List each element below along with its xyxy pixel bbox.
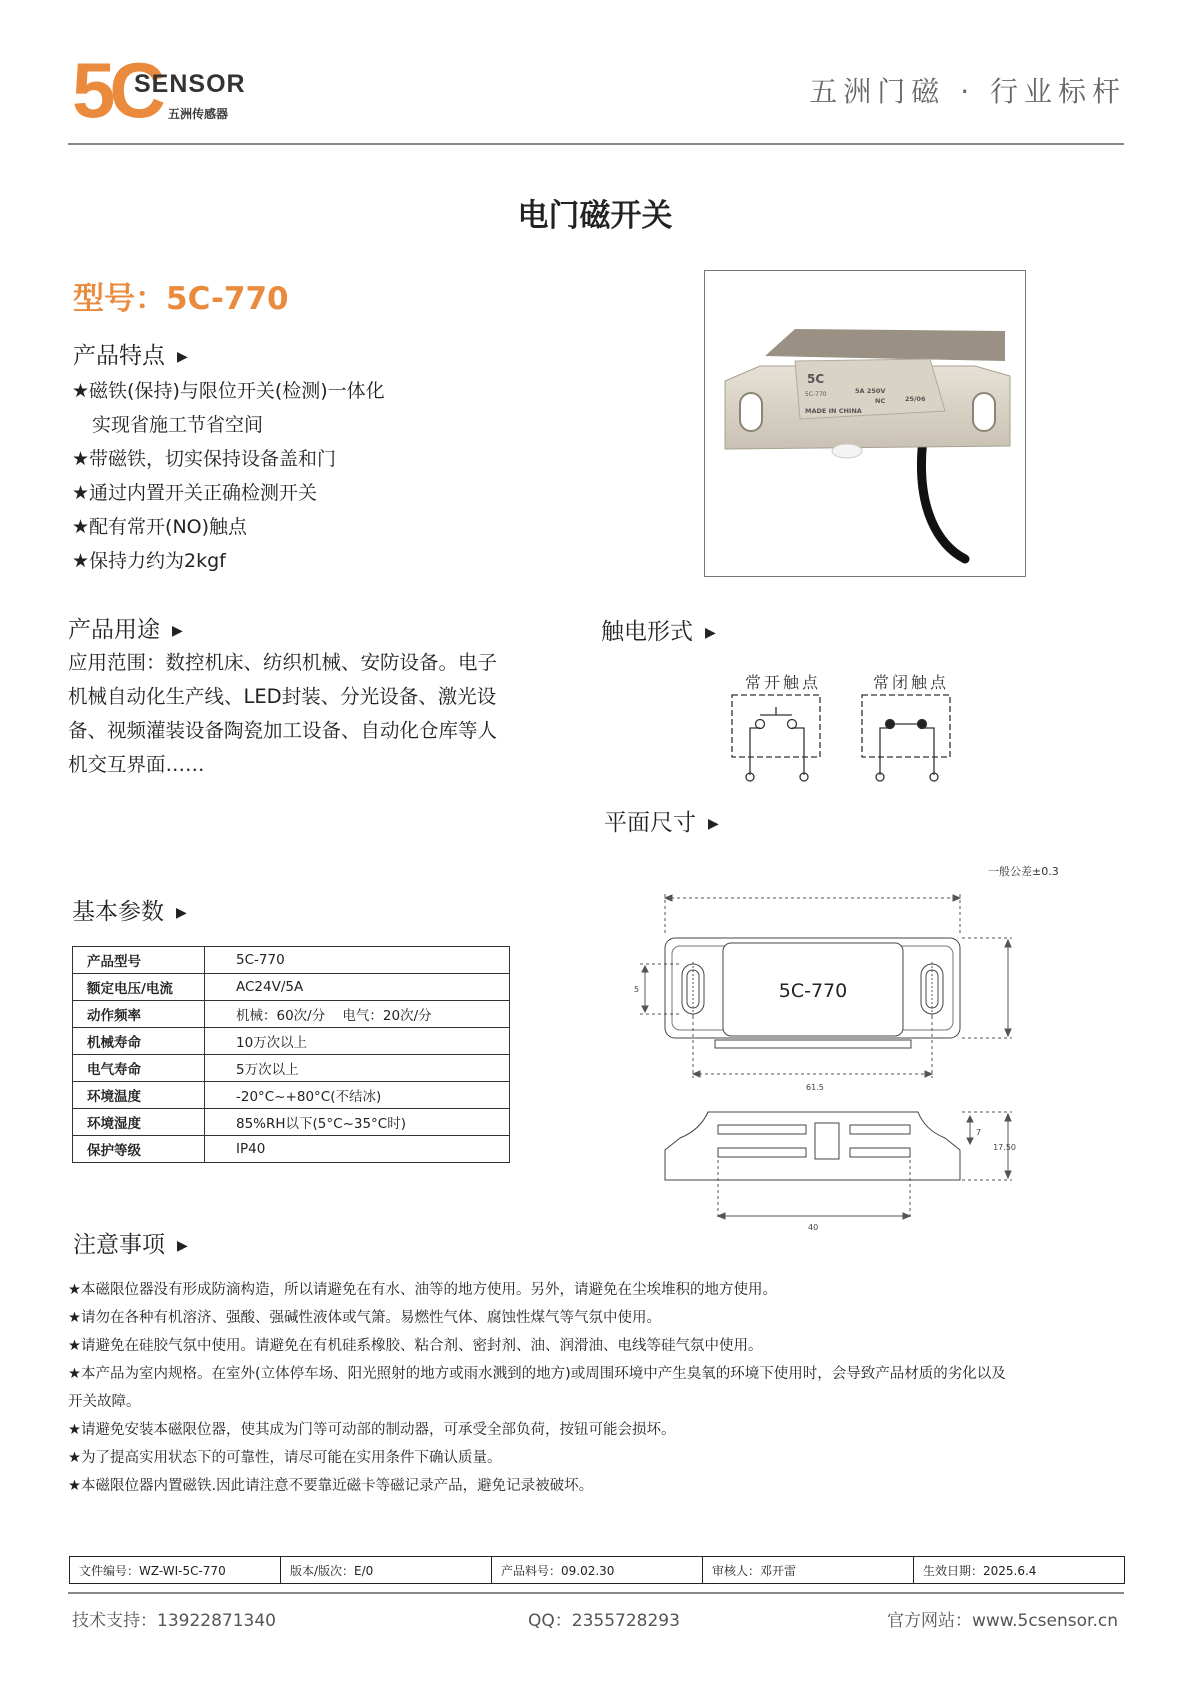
logo-mark: 5C — [72, 46, 160, 134]
feature-item: ★保持力约为2kgf — [72, 550, 226, 572]
params-heading — [72, 893, 187, 926]
product-photo — [704, 270, 1026, 577]
feature-item: ★配有常开(NO)触点 — [72, 516, 248, 538]
params-table — [72, 946, 510, 1163]
dim-label-7: 7 — [976, 1128, 982, 1137]
top-plate — [765, 329, 1005, 361]
cable — [921, 439, 965, 559]
document-info-table — [69, 1556, 1125, 1584]
product-photo-illustration — [705, 271, 1025, 576]
notes-heading — [73, 1226, 188, 1259]
param-key: 额定电压/电流 — [73, 974, 205, 1001]
note-item: ★请避免安装本磁限位器，使其成为门等可动部的制动器，可承受全部负荷，按钮可能会损坏。 — [68, 1422, 676, 1438]
param-value: AC24V/5A — [205, 974, 510, 1001]
drawing-model-text: 5C-770 — [778, 980, 848, 1002]
photo-rating: 5A 250V — [855, 387, 886, 395]
param-value: IP40 — [205, 1136, 510, 1163]
feature-item: ★通过内置开关正确检测开关 — [72, 482, 318, 504]
doc-number: 文件编号：WZ-WI-5C-770 — [70, 1557, 281, 1584]
arrowhead — [665, 895, 672, 901]
notes-heading-text: 注意事项 — [73, 1232, 165, 1258]
usage-text: 应用范围：数控机床、纺织机械、安防设备。电子机械自动化生产线、LED封装、分光设备、激光设备、视频灌装设备陶瓷加工设备、自动化仓库等人机交互界面…… — [68, 651, 498, 776]
param-value: 10万次以上 — [205, 1028, 510, 1055]
arrowhead — [1005, 1114, 1011, 1121]
param-key: 保护等级 — [73, 1136, 205, 1163]
triangle-right-icon: ▶ — [177, 348, 188, 365]
nc-contact-label: 常闭触点 — [873, 673, 950, 692]
photo-model: 5C-770 — [805, 391, 827, 398]
note-item: ★本磁限位器内置磁铁.因此请注意不要靠近磁卡等磁记录产品，避免记录被破坏。 — [68, 1478, 594, 1494]
arrowhead — [967, 1116, 973, 1122]
table-row — [73, 1001, 510, 1028]
base-plate — [715, 1040, 911, 1048]
table-row — [73, 1028, 510, 1055]
side-view-outline — [665, 1112, 960, 1180]
table-row — [73, 974, 510, 1001]
dim-label-17-50: 17.50 — [993, 1143, 1016, 1152]
photo-made-in: MADE IN CHINA — [805, 407, 862, 415]
nc-contact-symbol — [862, 695, 950, 781]
usage-heading-text: 产品用途 — [68, 617, 160, 643]
triangle-right-icon: ▶ — [705, 624, 716, 641]
side-slot — [718, 1125, 806, 1134]
note-item: ★本产品为室内规格。在室外(立体停车场、阳光照射的地方或雨水溅到的地方)或周围环境中产生臭氧的环境下使用时，会导致产品材质的劣化以及 — [68, 1366, 1006, 1382]
note-item: ★请勿在各种有机溶济、强酸、强碱性液体或气箫。易燃性气体、腐蚀性煤气等气氛中使用。 — [68, 1310, 661, 1326]
dimensions-heading — [604, 804, 719, 837]
side-slot — [718, 1148, 806, 1157]
param-key: 动作频率 — [73, 1001, 205, 1028]
no-lead-left — [750, 728, 760, 775]
qq-number: QQ：2355728293 — [528, 1611, 680, 1631]
side-slot — [850, 1125, 910, 1134]
mount-hole-left — [740, 393, 762, 431]
dim-label-40: 40 — [808, 1223, 819, 1232]
company-logo — [72, 46, 252, 134]
param-key: 环境温度 — [73, 1082, 205, 1109]
arrowhead — [642, 1006, 648, 1012]
no-terminal-right — [788, 720, 797, 729]
arrowhead — [1005, 1171, 1011, 1178]
no-contact-label: 常开触点 — [745, 673, 822, 692]
param-value: 5万次以上 — [205, 1055, 510, 1082]
side-window — [815, 1123, 839, 1159]
nc-contact-box — [862, 695, 950, 757]
photo-date: 25/06 — [905, 395, 926, 403]
website-link[interactable]: 官方网站：www.5csensor.cn — [886, 1611, 1118, 1631]
nc-terminal-left — [886, 720, 895, 729]
triangle-right-icon: ▶ — [172, 622, 183, 639]
dimension-drawing — [620, 880, 1020, 1240]
triangle-right-icon: ▶ — [708, 815, 719, 832]
features-heading-text: 产品特点 — [73, 343, 165, 369]
note-item: ★本磁限位器没有形成防滴构造，所以请避免在有水、油等的地方使用。另外，请避免在尘埃堆积的地方使用。 — [68, 1282, 777, 1298]
param-key: 机械寿命 — [73, 1028, 205, 1055]
photo-nc: NC — [875, 397, 886, 405]
logo-brand-text: SENSOR — [134, 70, 246, 98]
nc-lead-right — [922, 728, 934, 775]
usage-heading — [68, 611, 183, 644]
arrowhead — [718, 1213, 725, 1219]
note-item: 开关故障。 — [68, 1394, 141, 1410]
feature-item: ★带磁铁，切实保持设备盖和门 — [72, 448, 337, 470]
arrowhead — [925, 1071, 932, 1077]
header-divider — [68, 143, 1124, 145]
header-slogan: 五洲门磁 · 行业标杆 — [809, 75, 1126, 108]
triangle-right-icon: ▶ — [176, 904, 187, 921]
arrowhead — [1005, 1029, 1011, 1036]
note-item: ★为了提高实用状态下的可靠性，请尽可能在实用条件下确认质量。 — [68, 1450, 502, 1466]
reviewer: 审核人：邓开雷 — [703, 1557, 914, 1584]
footer-divider — [68, 1592, 1124, 1594]
photo-brand: 5C — [807, 372, 825, 386]
no-terminal-left — [756, 720, 765, 729]
dim-label-61-5: 61.5 — [806, 1083, 824, 1092]
arrowhead — [953, 895, 960, 901]
no-contact-symbol — [732, 695, 820, 781]
dim-label-5: 5 — [634, 985, 640, 994]
param-value: 机械：60次/分 电气：20次/分 — [205, 1001, 510, 1028]
part-number: 产品料号：09.02.30 — [492, 1557, 703, 1584]
mount-hole-right — [973, 393, 995, 431]
features-list — [72, 374, 385, 578]
doc-version: 版本/版次：E/0 — [281, 1557, 492, 1584]
no-lead-right — [792, 728, 804, 775]
side-slot — [850, 1148, 910, 1157]
table-row — [73, 1136, 510, 1163]
table-row — [73, 1109, 510, 1136]
model-label: 型号：5C-770 — [73, 281, 289, 317]
table-row — [73, 947, 510, 974]
tolerance-note: 一般公差±0.3 — [988, 865, 1059, 878]
param-value: -20°C~+80°C(不结冰) — [205, 1082, 510, 1109]
arrowhead — [967, 1138, 973, 1144]
triangle-right-icon: ▶ — [177, 1237, 188, 1254]
arrowhead — [1005, 940, 1011, 947]
param-key: 电气寿命 — [73, 1055, 205, 1082]
features-heading — [73, 337, 188, 370]
feature-item: ★磁铁(保持)与限位开关(检测)一体化 — [72, 380, 385, 402]
param-key: 环境湿度 — [73, 1109, 205, 1136]
params-heading-text: 基本参数 — [72, 899, 164, 925]
arrowhead — [903, 1213, 910, 1219]
param-key: 产品型号 — [73, 947, 205, 974]
contact-form-heading-text: 触电形式 — [601, 619, 693, 645]
logo-chinese-name: 五洲传感器 — [168, 107, 229, 121]
contact-form-heading — [601, 613, 716, 646]
arrowhead — [642, 966, 648, 972]
param-value: 85%RH以下(5°C~35°C时) — [205, 1109, 510, 1136]
support-phone: 技术支持：13922871340 — [72, 1611, 276, 1631]
nc-lead-left — [880, 728, 890, 775]
document-title: 电门磁开关 — [517, 198, 673, 234]
contact-diagram — [730, 693, 960, 783]
nc-terminal-right — [918, 720, 927, 729]
table-row — [73, 1055, 510, 1082]
note-item: ★请避免在硅胶气氛中使用。请避免在有机硅系橡胶、粘合剂、密封剂、油、润滑油、电线等硅气氛中使用。 — [68, 1338, 763, 1354]
notes-list — [68, 1276, 1128, 1500]
no-contact-box — [732, 695, 820, 757]
param-value: 5C-770 — [205, 947, 510, 974]
dimensions-heading-text: 平面尺寸 — [604, 810, 696, 836]
arrowhead — [693, 1071, 700, 1077]
feature-item: 实现省施工节省空间 — [92, 414, 264, 436]
table-row — [73, 1082, 510, 1109]
effective-date: 生效日期：2025.6.4 — [914, 1557, 1125, 1584]
cable-grommet — [832, 444, 862, 458]
table-row — [70, 1557, 1125, 1584]
